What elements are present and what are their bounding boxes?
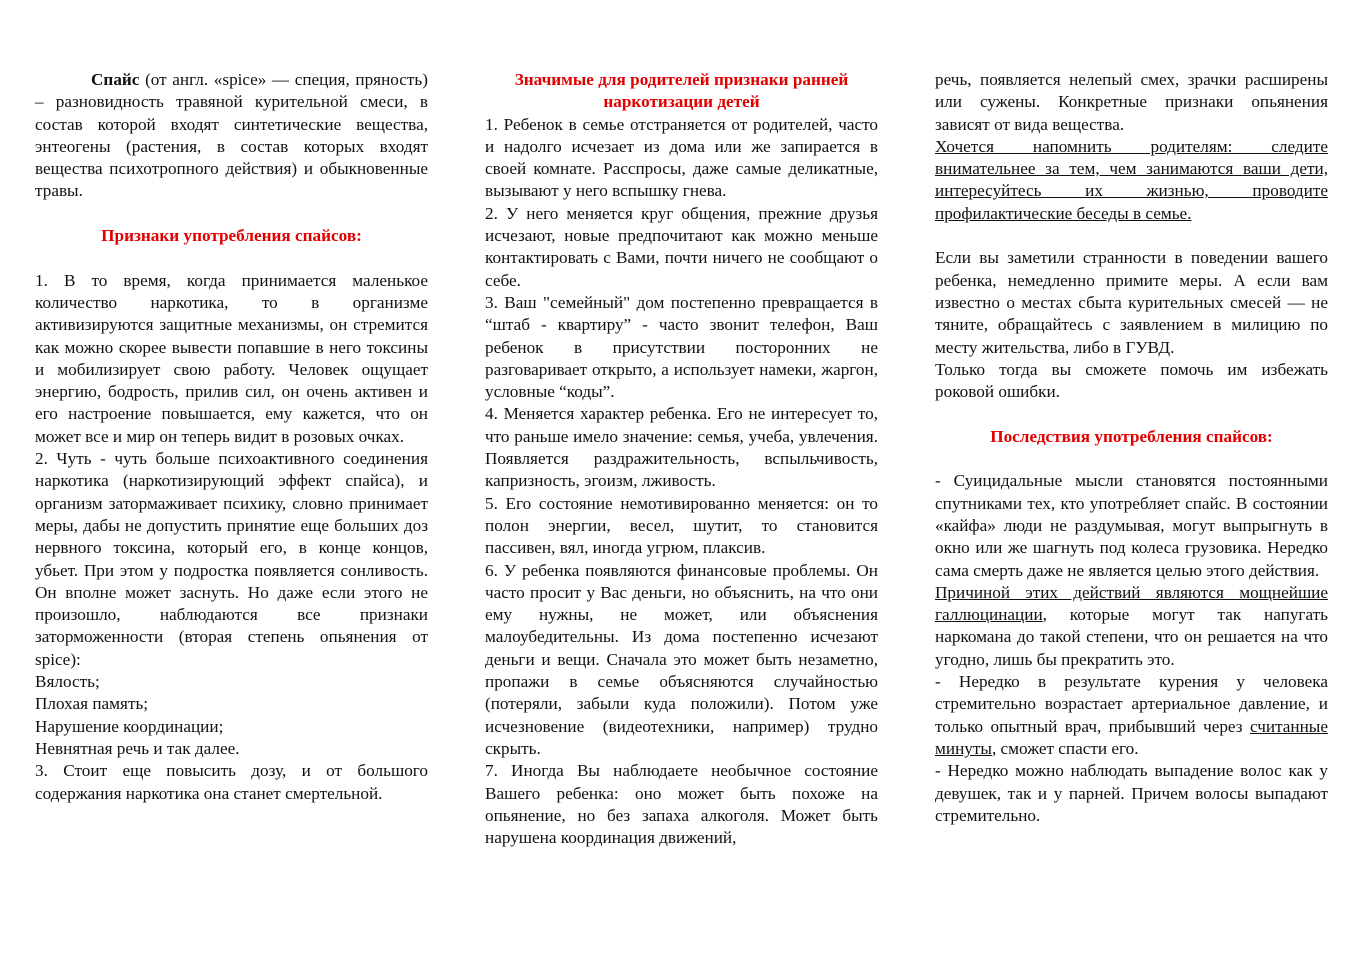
pressure-underlined: считанные минуты: [935, 716, 1328, 758]
symptom-item: Невнятная речь и так далее.: [35, 738, 240, 758]
consequence-suicide: - Суицидальные мысли становятся постоянными спутниками тех, кто употребляет спайс. В состоянии «кайфа» люди не раздумывая, могут выпрыгнуть в окно или же шагнуть под колеса грузовика. Нередко сама смерть даже не является целью этого действия.: [935, 471, 1328, 580]
intro-paragraph: [35, 69, 428, 203]
signs-paragraph-2: 2. Чуть - чуть больше психоактивного соединения наркотика (наркотизирующий эффект спайса), и организм затормаживает психику, словно принимает меры, дабы не допустить принятие еще больших доз нервного токсина, который его, в конце концов, убьет. При этом у подростка появляется сонливость. Он вполне может заснуть. Но даже если этого не произошло, наблюдаются все признаки заторможенности (вторая степень опьянения от spice):: [35, 449, 428, 669]
pressure-text-a: - Нередко в результате курения у человека стремительно возрастает артериальное давление, и только опытный врач, прибывший через: [935, 672, 1328, 736]
parent-sign-item: 1. Ребенок в семье отстраняется от родителей, часто и надолго исчезает из дома или же запирается в своей комнате. Расспросы, даже самые деликатные, вызывают у него вспышку гнева.: [485, 114, 878, 201]
continuation-paragraph: речь, появляется нелепый смех, зрачки расширены или сужены. Конкретные признаки опьянения зависят от вида вещества.: [935, 70, 1328, 134]
cause-rest: , которые могут так напугать наркомана до такой степени, что он решается на что угодно, лишь бы прекратить это.: [935, 605, 1328, 669]
parent-sign-item: 6. У ребенка появляются финансовые проблемы. Он часто просит у Вас деньги, но объяснить, на что они ему нужны, не может, или объяснения малоубедительны. Из дома постепенно исчезают деньги и вещи. Сначала это может быть незаметно, пропажи в семье объясняются случайностью (потеряли, забыли куда положили). Потом уже исчезновение (видеотехники, например) трудно скрыть.: [485, 560, 878, 758]
symptom-item: Вялость;: [35, 672, 100, 692]
column-middle: [485, 69, 878, 849]
parent-sign-item: 4. Меняется характер ребенка. Его не интересует то, что раньше имело значение: семья, учеба, увлечения. Появляется раздражительность, вспыльчивость, капризность, эгоизм, лживость.: [485, 404, 878, 491]
consequence-pressure: [935, 671, 1328, 760]
heading-signs: Признаки употребления спайсов:: [101, 226, 362, 246]
advice-paragraph: Хочется напомнить родителям: следите внимательнее за тем, чем занимаются ваши дети, интересуйтесь их жизнью, проводите профилактические беседы в семье.: [935, 136, 1328, 223]
measures-paragraph: Если вы заметили странности в поведении вашего ребенка, немедленно примите меры. А если вам известно о местах сбыта курительных смесей — не тяните, обращайтесь с заявлением в милицию по месту жительства, либо в ГУВД.: [935, 248, 1328, 357]
signs-paragraph-1: 1. В то время, когда принимается маленькое количество наркотика, то в организме активизируются защитные механизмы, он стремится как можно скорее вывести попавшие в него токсины и мобилизирует свою работу. Человек ощущает энергию, бодрость, прилив сил, он очень активен и его настроение повышается, ему кажется, что он может все и мир он теперь видит в розовых очках.: [35, 270, 428, 446]
intro-term: Спайс: [91, 70, 140, 89]
consequence-hair: - Нередко можно наблюдать выпадение волос как у девушек, так и у парней. Причем волосы выпадают стремительно.: [935, 761, 1328, 825]
cause-underlined: Причиной этих действий являются мощнейшие галлюцинации: [935, 582, 1328, 625]
parent-sign-item: 5. Его состояние немотивированно меняется: он то полон энергии, весел, шутит, то становится пассивен, вял, иногда угрюм, плаксив.: [485, 493, 878, 558]
closing-paragraph: Только тогда вы сможете помочь им избежать роковой ошибки.: [935, 359, 1328, 402]
parent-sign-item: 7. Иногда Вы наблюдаете необычное состояние Вашего ребенка: оно может быть похоже на опьянение, но без запаха алкоголя. Может быть нарушена координация движений,: [485, 761, 878, 848]
column-right: [935, 69, 1328, 827]
heading-consequences: Последствия употребления спайсов:: [990, 426, 1273, 446]
heading-parents: Значимые для родителей признаки ранней наркотизации детей: [514, 70, 849, 112]
intro-text: (от англ. «spice» — специя, пряность) – разновидность травяной курительной смеси, в состав которой входят синтетические вещества, энтеогены (растения, в состав которых входят вещества психотропного действия) и обыкновенные травы.: [35, 70, 428, 201]
symptom-item: Нарушение координации;: [35, 716, 224, 736]
pressure-text-b: , сможет спасти его.: [991, 738, 1139, 758]
symptom-item: Плохая память;: [35, 694, 149, 714]
parent-sign-item: 3. Ваш "семейный" дом постепенно превращается в “штаб - квартиру” - часто звонит телефон, Ваш ребенок в присутствии посторонних не разговаривает открыто, а использует намеки, жаргон, условные “коды”.: [485, 292, 878, 402]
signs-paragraph-3: 3. Стоит еще повысить дозу, и от большого содержания наркотика она станет смертельной.: [35, 761, 428, 803]
consequence-cause: [935, 582, 1328, 671]
column-left: [35, 69, 428, 805]
parent-sign-item: 2. У него меняется круг общения, прежние друзья исчезают, новые предпочитают как можно меньше контактировать с Вами, почти ничего не сообщают о себе.: [485, 203, 878, 290]
